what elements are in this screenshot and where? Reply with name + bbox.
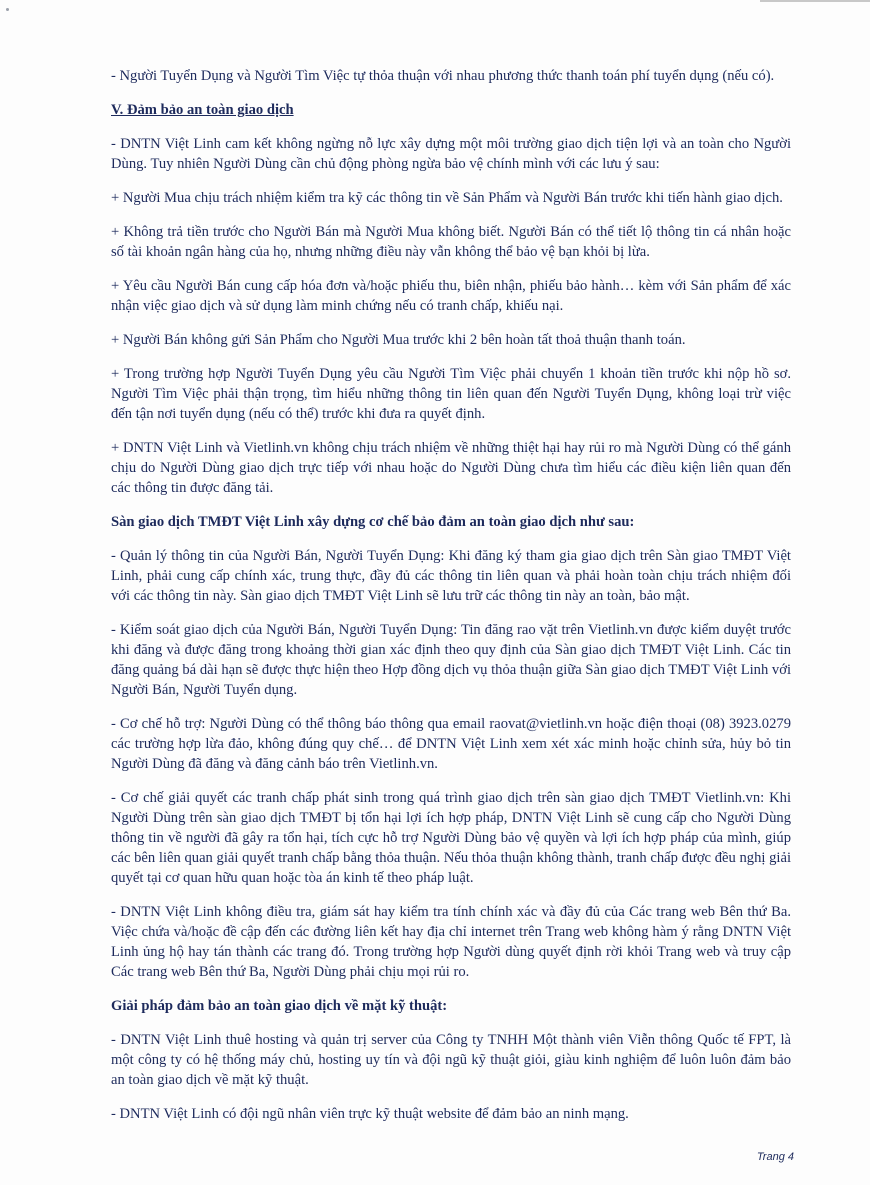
paragraph-no-prepayment: + Không trả tiền trước cho Người Bán mà Người Mua không biết. Người Bán có thể tiết lộ thông tin cá nhân hoặc số tài khoản ngân hàng của họ, nhưng những điều này vẫn không thể bảo vệ bạn khỏi bị lừa. xyxy=(111,224,791,260)
paragraph-no-shipping-before-agreement: + Người Bán không gửi Sản Phẩm cho Người Mua trước khi 2 bên hoàn tất thoả thuận thanh toán. xyxy=(111,332,686,348)
paragraph-payment-agreement: - Người Tuyển Dụng và Người Tìm Việc tự thỏa thuận với nhau phương thức thanh toán phí tuyển dụng (nếu có). xyxy=(111,68,775,84)
paragraph-recruitment-prepayment: + Trong trường hợp Người Tuyển Dụng yêu cầu Người Tìm Việc phải chuyển 1 khoản tiền trước khi nộp hồ sơ. Người Tìm Việc phải thận trọng, tìm hiểu những thông tin liên quan đến Người Tuyển Dụng, không loại trừ việc đến tận nơi tuyển dụng (nếu có thể) trước khi đưa ra quyết định. xyxy=(111,366,791,422)
document-body xyxy=(111,66,791,1138)
paragraph-commitment: - DNTN Việt Linh cam kết không ngừng nỗ lực xây dựng một môi trường giao dịch tiện lợi và an toàn cho Người Dùng. Tuy nhiên Người Dùng cần chủ động phòng ngừa bảo vệ chính mình với các lưu ý sau: xyxy=(111,136,791,172)
paragraph-dispute-resolution: - Cơ chế giải quyết các tranh chấp phát sinh trong quá trình giao dịch trên sàn giao dịch TMĐT Vietlinh.vn: Khi Người Dùng trên sàn giao dịch TMĐT bị tổn hại lợi ích hợp pháp, DNTN Việt Linh sẽ cung cấp cho Người Dùng thông tin về người đã gây ra tổn hại, tích cực hỗ trợ Người Dùng bảo vệ quyền và lợi ích hợp pháp của mình, giúp các bên liên quan giải quyết tranh chấp bằng thỏa thuận. Nếu thỏa thuận không thành, tranh chấp được đều nghị giải quyết tại cơ quan hữu quan hoặc tòa án kinh tế theo pháp luật. xyxy=(111,790,791,886)
paragraph-liability-disclaimer: + DNTN Việt Linh và Vietlinh.vn không chịu trách nhiệm về những thiệt hại hay rủi ro mà Người Dùng có thể gánh chịu do Người Dùng giao dịch trực tiếp với nhau hoặc do Người Dùng chưa tìm hiểu các điều kiện liên quan đến các thông tin được đăng tải. xyxy=(111,440,791,496)
section-heading-transaction-safety: V. Đảm bảo an toàn giao dịch xyxy=(111,102,294,118)
subheading-safety-mechanism: Sàn giao dịch TMĐT Việt Linh xây dựng cơ chế bảo đảm an toàn giao dịch như sau: xyxy=(111,514,635,530)
scan-mark xyxy=(6,8,9,11)
paragraph-hosting: - DNTN Việt Linh thuê hosting và quản trị server của Công ty TNHH Một thành viên Viễn thông Quốc tế FPT, là một công ty có hệ thống máy chủ, hosting uy tín và đội ngũ kỹ thuật giỏi, giàu kinh nghiệm để luôn luôn đảm bảo an toàn giao dịch về mặt kỹ thuật. xyxy=(111,1032,791,1088)
paragraph-third-party-sites: - DNTN Việt Linh không điều tra, giám sát hay kiểm tra tính chính xác và đầy đủ của Các trang web Bên thứ Ba. Việc chứa và/hoặc đề cập đến các đường liên kết hay địa chỉ internet trên Trang web không hàm ý rằng DNTN Việt Linh ủng hộ hay tán thành các trang đó. Trong trường hợp Người dùng quyết định rời khỏi Trang web và truy cập Các trang web Bên thứ Ba, Người Dùng phải chịu mọi rủi ro. xyxy=(111,904,791,980)
paragraph-invoice-request: + Yêu cầu Người Bán cung cấp hóa đơn và/hoặc phiếu thu, biên nhận, phiếu bảo hành… kèm với Sản phẩm để xác nhận việc giao dịch và sử dụng làm minh chứng nếu có tranh chấp, khiếu nại. xyxy=(111,278,791,314)
paragraph-technical-staff: - DNTN Việt Linh có đội ngũ nhân viên trực kỹ thuật website để đảm bảo an ninh mạng. xyxy=(111,1106,629,1122)
page-number: Trang 4 xyxy=(756,1151,794,1163)
paragraph-transaction-control: - Kiểm soát giao dịch của Người Bán, Người Tuyển Dụng: Tin đăng rao vặt trên Vietlinh.vn được kiểm duyệt trước khi đăng và được đăng trong khoảng thời gian xác định theo quy định của Sàn giao dịch TMĐT Việt Linh. Các tin đăng quảng bá dài hạn sẽ được thực hiện theo Hợp đồng dịch vụ thỏa thuận giữa Sàn giao dịch TMĐT Việt Linh với Người Bán, Người Tuyển dụng. xyxy=(111,622,791,698)
subheading-technical-safety: Giải pháp đảm bảo an toàn giao dịch về mặt kỹ thuật: xyxy=(111,998,448,1014)
paragraph-buyer-check: + Người Mua chịu trách nhiệm kiểm tra kỹ các thông tin về Sản Phẩm và Người Bán trước khi tiến hành giao dịch. xyxy=(111,190,783,206)
paragraph-info-management: - Quản lý thông tin của Người Bán, Người Tuyển Dụng: Khi đăng ký tham gia giao dịch trên Sàn giao TMĐT Việt Linh, phải cung cấp chính xác, trung thực, đầy đủ các thông tin liên quan và phải hoàn toàn chịu trách nhiệm đối với các thông tin này. Sàn giao dịch TMĐT Việt Linh sẽ lưu trữ các thông tin này an toàn, bảo mật. xyxy=(111,548,791,604)
top-edge-shadow xyxy=(760,0,870,2)
paragraph-support-mechanism: - Cơ chế hỗ trợ: Người Dùng có thể thông báo thông qua email raovat@vietlinh.vn hoặc điện thoại (08) 3923.0279 các trường hợp lừa đảo, không đúng quy chế… để DNTN Việt Linh xem xét xác minh hoặc chỉnh sửa, hủy bỏ tin Người Dùng đã đăng và đăng cảnh báo trên Vietlinh.vn. xyxy=(111,716,791,772)
